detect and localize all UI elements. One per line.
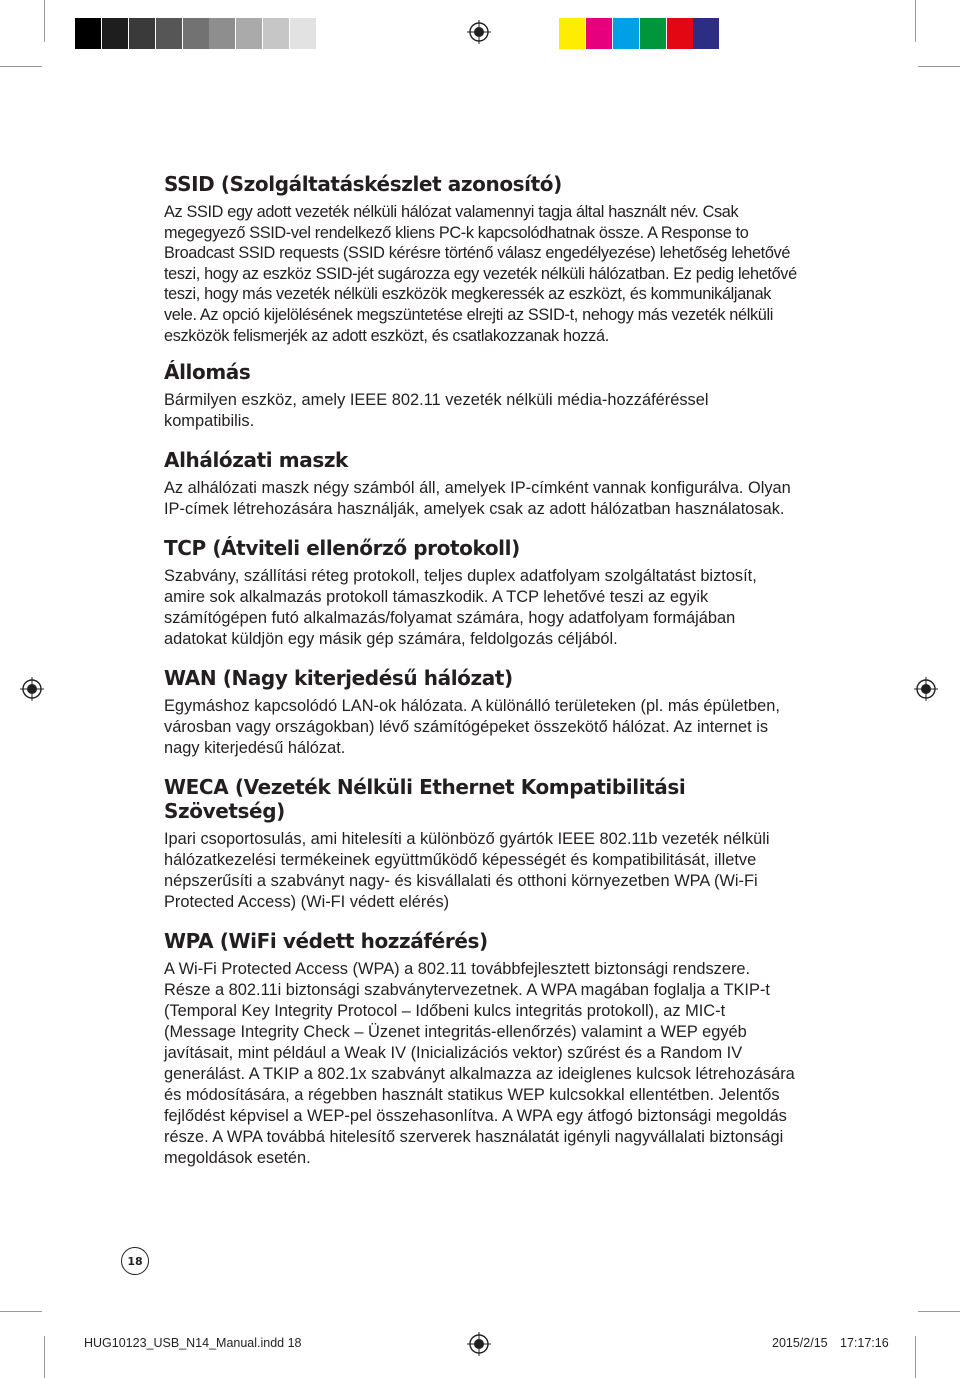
entry-heading: WAN (Nagy kiterjedésű hálózat) xyxy=(164,666,513,691)
entry-heading: SSID (Szolgáltatáskészlet azonosító) xyxy=(164,172,562,196)
footer-time: 17:17:16 xyxy=(840,1336,889,1350)
registration-mark-icon xyxy=(467,1332,491,1356)
color-swatch xyxy=(75,18,101,49)
registration-mark-icon xyxy=(914,677,938,701)
color-swatch xyxy=(236,18,262,49)
entry-body: Az alhálózati maszk négy számból áll, amelyek IP-címként vannak konfigurálva. Olyan IP-címek létrehozására használják, amelyek csak az adott hálózatban használatosak. xyxy=(164,479,791,519)
color-swatch xyxy=(667,18,693,49)
crop-mark xyxy=(915,0,916,42)
crop-mark xyxy=(918,66,960,67)
glossary-entry-wpa xyxy=(164,929,800,1169)
color-swatch xyxy=(183,18,209,49)
color-swatch xyxy=(640,18,666,49)
process-color-bar xyxy=(559,18,828,49)
crop-mark xyxy=(0,66,42,67)
color-swatch xyxy=(102,18,128,49)
crop-mark xyxy=(915,1336,916,1378)
color-swatch xyxy=(613,18,639,49)
entry-body: Ipari csoportosulás, ami hitelesíti a különböző gyártók IEEE 802.11b vezeték nélküli hálózatkezelési termékeinek együttműködő képességét és kompatibilitását, illetve népszerűsíti a szabványt nagy- és kisvállalati és otthoni környezetben WPA (Wi-Fi Protected Access) (Wi-FI védett elérés) xyxy=(164,830,770,912)
color-swatch xyxy=(720,18,746,49)
color-swatch xyxy=(317,18,343,49)
glossary-entry-alhalozati-maszk xyxy=(164,448,800,520)
entry-body: Bármilyen eszköz, amely IEEE 802.11 vezeték nélküli média-hozzáféréssel kompatibilis. xyxy=(164,391,709,431)
grayscale-color-bar xyxy=(75,18,344,49)
color-swatch xyxy=(209,18,235,49)
glossary-entry-wan xyxy=(164,666,800,759)
glossary-entry-allomas xyxy=(164,360,800,432)
crop-mark xyxy=(918,1311,960,1312)
color-swatch xyxy=(801,18,827,49)
entry-body: Egymáshoz kapcsolódó LAN-ok hálózata. A különálló területeken (pl. más épületben, városban vagy országokban) lévő számítógépeket összekötő hálózat. Az internet is nagy kiterjedésű hálózat. xyxy=(164,697,780,758)
crop-mark xyxy=(44,0,45,42)
color-swatch xyxy=(156,18,182,49)
entry-heading: WPA (WiFi védett hozzáférés) xyxy=(164,929,488,954)
color-swatch xyxy=(559,18,585,49)
footer-file-name: HUG10123_USB_N14_Manual.indd 18 xyxy=(84,1336,302,1350)
crop-mark xyxy=(0,1311,42,1312)
entry-body: Az SSID egy adott vezeték nélküli hálózat valamennyi tagja által használt név. Csak megegyező SSID-vel rendelkező kliens PC-k kapcsolódhatnak össze. A Response to Broadcast SSID requests (SSID kérésre történő válasz engedélyezése) lehetőség lehetővé teszi, hogy az eszköz SSID-jét sugározza egy vezeték nélküli hálózatban. Ez pedig lehetővé teszi, hogy más vezeték nélküli eszközök megkeressék az eszközt, és kommunikáljanak vele. Az opció kijelölésének megszüntetése elrejti az SSID-t, nehogy más vezeték nélküli eszközök felismerjék az adott eszközt, és csatlakozzanak hozzá. xyxy=(164,203,797,345)
entry-heading: WECA (Vezeték Nélküli Ethernet Kompatibilitási Szövetség) xyxy=(164,775,686,824)
color-swatch xyxy=(129,18,155,49)
page-number: 18 xyxy=(121,1247,149,1275)
registration-mark-icon xyxy=(467,20,491,44)
glossary-entry-weca xyxy=(164,775,800,913)
color-swatch xyxy=(747,18,773,49)
entry-heading: Állomás xyxy=(164,360,251,385)
entry-heading: Alhálózati maszk xyxy=(164,448,348,473)
glossary-content xyxy=(164,172,800,1169)
crop-mark xyxy=(44,1336,45,1378)
color-swatch xyxy=(693,18,719,49)
color-swatch xyxy=(586,18,612,49)
color-swatch xyxy=(774,18,800,49)
color-swatch xyxy=(263,18,289,49)
registration-mark-icon xyxy=(20,677,44,701)
entry-body: A Wi-Fi Protected Access (WPA) a 802.11 továbbfejlesztett biztonsági rendszere. Része a 802.11i biztonsági szabványtervezetnek. A WPA magában foglalja a TKIP-t (Temporal Key Integrity Protocol – Időbeni kulcs integritás protokoll), az MIC-t (Message Integrity Check – Üzenet integritás-ellenőrzés) valamint a WEP egyéb javításait, mint például a Weak IV (Inicializációs vektor) szűrést és a Random IV generálást. A TKIP a 802.1x szabványt alkalmazza az ideiglenes kulcsok létrehozására és módosítására, a régebben használt statikus WEP kulcsokkal ellentétben. Jelentős fejlődést képvisel a WEP-pel összehasonlítva. A WPA egy átfogó biztonsági megoldás része. A WPA továbbá hitelesítő szerverek használatát igényli nagyvállalati biztonsági megoldások esetén. xyxy=(164,960,795,1168)
glossary-entry-ssid xyxy=(164,172,800,346)
entry-heading: TCP (Átviteli ellenőrző protokoll) xyxy=(164,536,520,561)
entry-body: Szabvány, szállítási réteg protokoll, teljes duplex adatfolyam szolgáltatást biztosít, amire sok alkalmazás protokoll támaszkodik. A TCP lehetővé teszi az egyik számítógépen futó alkalmazás/folyamat számára, hogy adatfolyam formájában adatokat küldjön egy másik gép számára, feldolgozás céljából. xyxy=(164,567,757,649)
color-swatch xyxy=(290,18,316,49)
glossary-entry-tcp xyxy=(164,536,800,650)
footer-date: 2015/2/15 xyxy=(772,1336,828,1350)
